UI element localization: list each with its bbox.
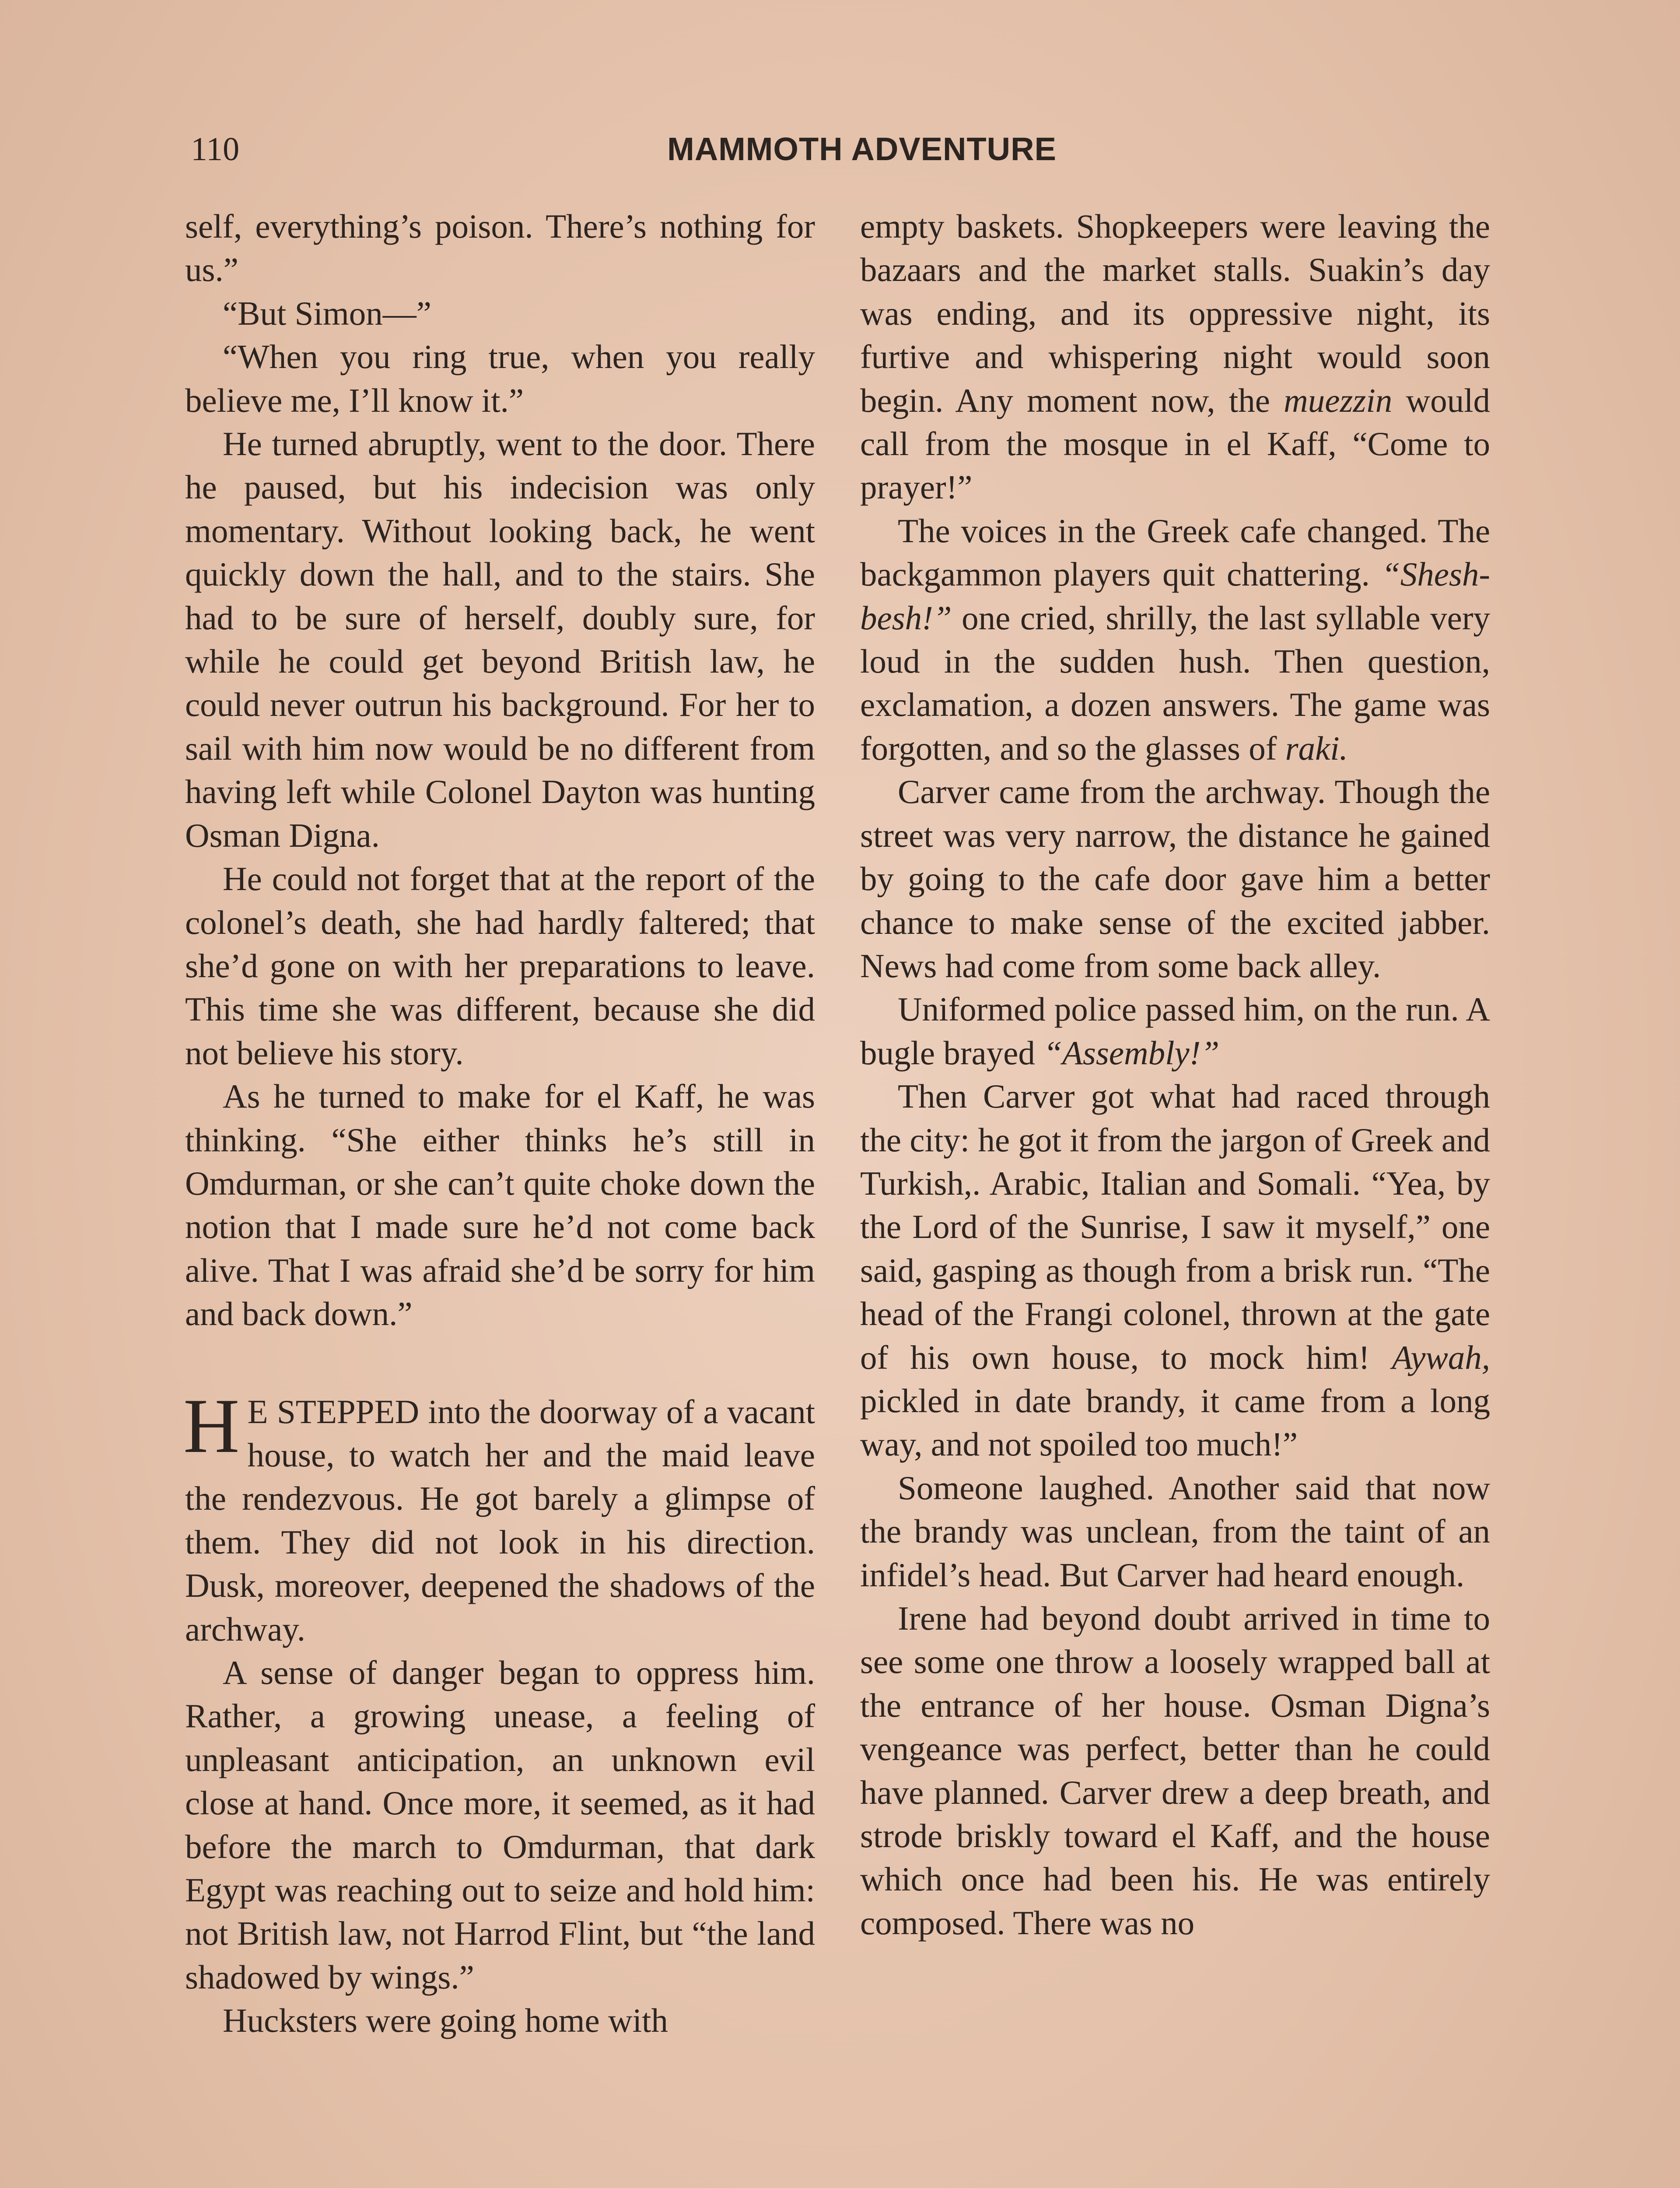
paragraph: “When you ring true, when you really believe me, I’ll know it.” (185, 338, 815, 419)
italic-text: “Assembly!” (1043, 1034, 1220, 1072)
paragraph-text: The voices in the Greek cafe changed. The backgammon players quit chattering. (860, 512, 1490, 593)
running-title: MAMMOTH ADVENTURE (667, 131, 1057, 167)
paragraph (860, 1075, 1490, 1466)
paragraph: Hucksters were going home with (223, 2002, 668, 2040)
paragraph-text: one cried, shrilly, the last syllable very loud in the sudden hush. Then question, exclamation, a dozen answers. The game was forgotten, and so the glasses of (860, 599, 1490, 767)
paragraph (860, 205, 1490, 509)
paragraph: Someone laughed. Another said that now the brandy was unclean, from the taint of an infidel’s head. But Carver had heard enough. (860, 1469, 1490, 1594)
paragraph-text: would call from the mosque in el Kaff, “Come to prayer!” (860, 381, 1491, 506)
paragraph: “But Simon—” (223, 294, 431, 332)
paragraph: A sense of danger began to oppress him. Rather, a growing unease, a feeling of unpleasant anticipation, an unknown evil close at hand. Once more, it seemed, as it had before the march to Omdurman, that dark Egypt was reaching out to seize and hold him: not British law, not Harrod Flint, but “the land shadowed by wings.” (185, 1654, 815, 1996)
paragraph-text: Uniformed police passed him, on the run. A bugle brayed (860, 990, 1490, 1072)
section-paragraph (183, 1382, 815, 1651)
paragraph: As he turned to make for el Kaff, he was thinking. “She either thinks he’s still in Omdurman, or she can’t quite choke down the notion that I made sure he’d not come back alive. That I was afraid she’d be sorry for him and back down.” (185, 1077, 815, 1333)
paragraph: Irene had beyond doubt arrived in time to see some one throw a loosely wrapped ball at the entrance of her house. Osman Digna’s vengeance was perfect, better than he could have planned. Carver drew a deep breath, and strode briskly toward el Kaff, and the house which once had been his. He was entirely composed. There was no (860, 1599, 1490, 1942)
italic-text: muezzin (1284, 381, 1393, 419)
paragraph: Carver came from the archway. Though the street was very narrow, the distance he gained by going to the cafe door gave him a better chance to make sense of the excited jabber. News had come from some back alley. (860, 773, 1490, 985)
italic-text: “Shesh-besh!” (860, 555, 1491, 637)
right-column (860, 205, 1490, 1945)
paragraph: self, everything’s poison. There’s nothing for us.” (185, 207, 815, 289)
italic-text: Aywah, (1392, 1338, 1491, 1376)
paragraph (860, 988, 1490, 1075)
italic-text: raki. (1285, 729, 1348, 767)
paragraph: He turned abruptly, went to the door. There he paused, but his indecision was only momentary. Without looking back, he went quickly down the hall, and to the stairs. She had to be sure of herself, doubly sure, for while he could get beyond British law, he could never outrun his background. For her to sail with him now would be no different from having left while Colonel Dayton was hunting Osman Digna. (185, 425, 815, 854)
paragraph-text: pickled in date brandy, it came from a long way, and not spoiled too much!” (860, 1382, 1490, 1463)
paragraph-text: E STEPPED into the doorway of a vacant house, to watch her and the maid leave the rendezvous. He got barely a glimpse of them. They did not look in his direction. Dusk, moreover, deepened the shadows of the archway. (185, 1392, 815, 1648)
drop-cap: H (183, 1382, 240, 1469)
paragraph-text: Then Carver got what had raced through the city: he got it from the jargon of Greek and Turkish,. Arabic, Italian and Somali. “Yea, by the Lord of the Sunrise, I saw it myself,” one said, gasping as though from a brisk run. “The head of the Frangi colonel, thrown at the gate of his own house, to mock him! (860, 1077, 1490, 1376)
paragraph: He could not forget that at the report of the colonel’s death, she had hardly faltered; that she’d gone on with her preparations to leave. This time she was different, because she did not believe his story. (185, 860, 815, 1072)
paragraph (860, 509, 1490, 770)
left-column (185, 205, 815, 2043)
page-number: 110 (191, 131, 240, 168)
page-header (0, 130, 1680, 169)
paragraph-text: empty baskets. Shopkeepers were leaving the bazaars and the market stalls. Suakin’s day was ending, and its oppressive night, its furtive and whispering night would soon begin. Any moment now, the (860, 207, 1490, 419)
